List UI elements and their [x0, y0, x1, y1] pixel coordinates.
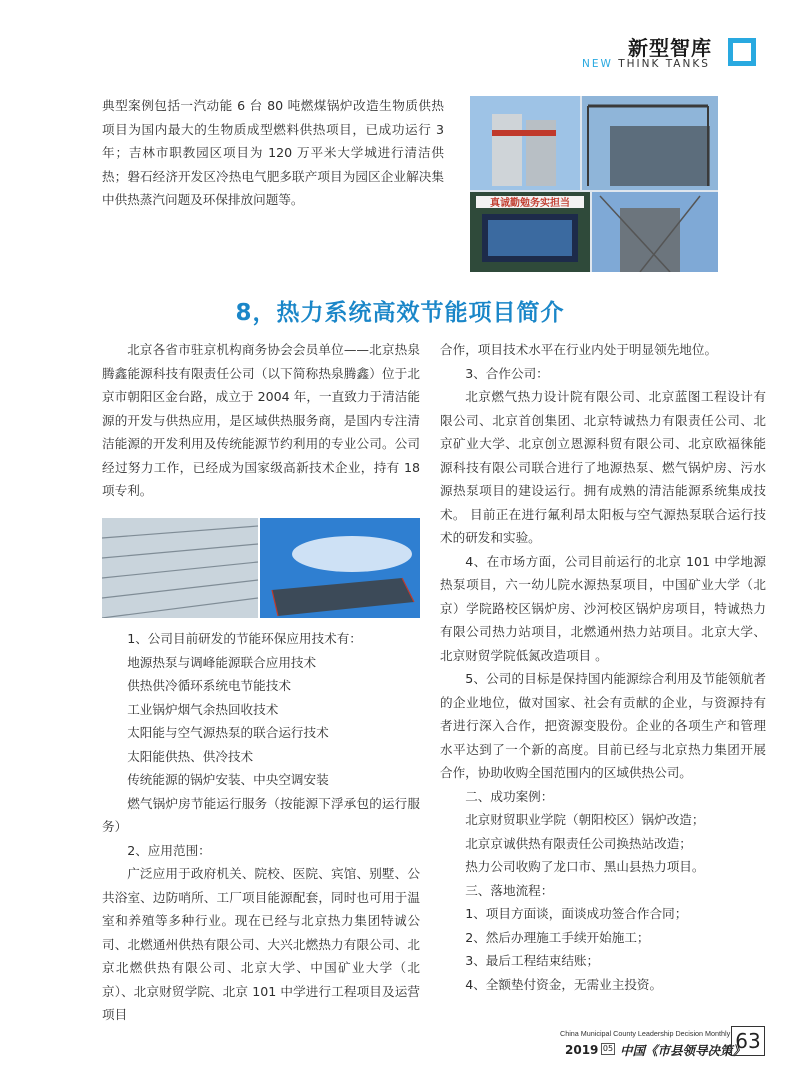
- tech-item: 燃气锅炉房节能运行服务（按能源下浮承包的运行服务）: [102, 795, 420, 834]
- tech-item: 太阳能供热、供冷技术: [127, 748, 254, 764]
- tech-list-heading: 1、公司目前研发的节能环保应用技术有：: [127, 631, 362, 646]
- process-heading: 三、落地流程：: [465, 882, 554, 898]
- magazine-section-subtitle: [582, 58, 710, 70]
- tech-item: 太阳能与空气源热泵的联合运行技术: [127, 725, 329, 740]
- footer-magazine-english: China Municipal County Leadership Decision Monthly: [560, 1029, 731, 1038]
- footer-year: 2019: [565, 1043, 599, 1057]
- tech-item: 工业锅炉烟气余热回收技术: [127, 701, 279, 717]
- company-intro-paragraph: 北京各省市驻京机构商务协会会员单位——北京热泉腾鑫能源科技有限责任公司（以下简称热泉腾鑫）位于北京市朝阳区金台路，成立于 2004 年，一直致力于清洁能源的开发与供热应用，是区域供热服务商，是国内专注清洁能源的开发利用及传统能源节约利用的专业公司。公司经过努力工作，已经成为国家级高新技术企业，持有 18 项专利。: [102, 342, 420, 498]
- cases-heading: 二、成功案例：: [465, 788, 554, 804]
- market-paragraph: 4、在市场方面，公司目前运行的北京 101 中学地源热泵项目，六一幼儿院水源热泵项目，中国矿业大学（北京）学院路校区锅炉房、沙河校区锅炉房项目，特诚热力有限公司热力站项目，北燃通州热力站项目。北京大学、北京财贸学院低氮改造项目 。: [440, 553, 766, 663]
- process-step: 2、然后办理施工手续开始施工；: [465, 929, 650, 945]
- intro-paragraph: 典型案例包括一汽动能 6 台 80 吨燃煤锅炉改造生物质供热项目为国内最大的生物质成型燃料供热项目，已成功运行 3 年；吉林市职教园区项目为 120 万平米大学城进行清洁供热；磐石经济开发区冷热电气肥多联产项目为园区企业解决集中供热蒸汽问题及环保排放问题等。: [102, 98, 444, 207]
- tech-item: 供热供冷循环系统电节能技术: [127, 678, 291, 693]
- partners-heading: 3、合作公司：: [465, 365, 549, 381]
- magazine-section-title: 新型智库: [628, 36, 712, 60]
- case-item: 北京京诚供热有限责任公司换热站改造；: [465, 835, 692, 851]
- right-column: [440, 338, 766, 996]
- process-step: 3、最后工程结束结账；: [465, 953, 600, 968]
- scope-paragraph: 广泛应用于政府机关、院校、医院、宾馆、别墅、公共浴室、边防哨所、工厂项目能源配套，同时也可用于温室和养殖等多种行业。现在已经与北京热力集团特诚公司、北燃通州供热有限公司、大兴北燃热力有限公司、北京北燃供热有限公司、北京大学、中国矿业大学（北京）、北京财贸学院、北京 101 中学进行工程项目及运营项目: [102, 866, 420, 1022]
- left-column-list: [102, 627, 420, 1027]
- process-step: 4、全额垫付资金，无需业主投资。: [465, 976, 663, 992]
- page-number: 63: [731, 1026, 765, 1056]
- case-item: 北京财贸职业学院（朝阳校区）锅炉改造；: [465, 812, 705, 827]
- tech-item: 地源热泵与调峰能源联合应用技术: [127, 654, 317, 670]
- section-heading: 8，热力系统高效节能项目简介: [235, 300, 565, 326]
- continued-paragraph: 合作，项目技术水平在行业内处于明显领先地位。: [440, 342, 718, 357]
- solar-panel-photo: [102, 518, 420, 618]
- goals-paragraph: 5、公司的目标是保持国内能源综合利用及节能领航者的企业地位，做对国家、社会有贡献的企业，与资源持有者进行深入合作，把资源变股份。企业的各项生产和管理水平达到了一个新的高度。目前已经与北京热力集团开展合作，协助收购全国范围内的区域供热公司。: [440, 671, 766, 780]
- scope-heading: 2、应用范围：: [127, 842, 211, 858]
- process-step: 1、项目方面谈，面谈成功签合作合同；: [465, 906, 688, 921]
- banner-text: 真诚勤勉务实担当: [490, 198, 570, 209]
- project-photo-collage: [470, 96, 718, 272]
- footer-magazine-chinese: 中国《市县领导决策》: [620, 1043, 746, 1058]
- footer-issue: 05: [602, 1044, 614, 1053]
- partners-paragraph: 北京燃气热力设计院有限公司、北京蓝图工程设计有限公司、北京首创集团、北京特诚热力有限责任公司、北京矿业大学、北京创立恩源科贸有限公司、北京欧福徕能源科技有限公司联合进行了地源热泵、燃气锅炉房、污水源热泵项目的建设运行。拥有成熟的清洁能源系统集成技术。 目前正在进行氟利昂太阳板与空气源热泵联合运行技术的研发和实验。: [440, 389, 766, 545]
- left-column-intro: [102, 338, 420, 503]
- brand-square-icon: [728, 38, 756, 66]
- tech-item: 传统能源的锅炉安装、中央空调安装: [127, 772, 329, 787]
- subtitle-highlight: NEW: [582, 58, 613, 70]
- subtitle-rest: THINK TANKS: [612, 58, 710, 70]
- case-item: 热力公司收购了龙口市、黑山县热力项目。: [465, 859, 705, 874]
